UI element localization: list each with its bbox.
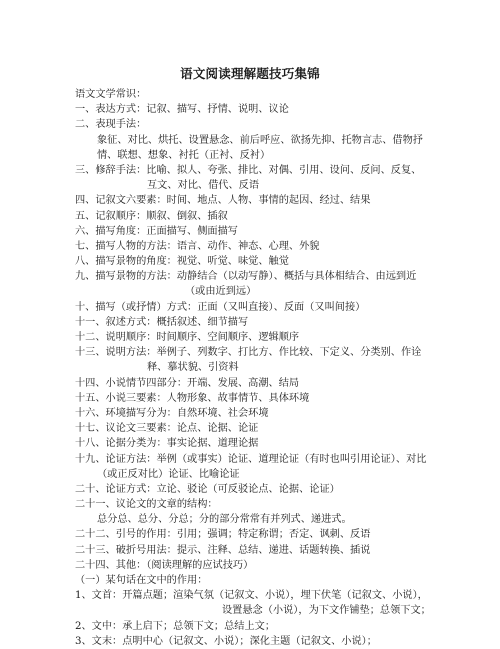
document-body [75,87,495,649]
text-line: 十四、小说情节四部分：开端、发展、高潮、结局 [75,377,300,389]
text-line: （或正反对比）论证、比喻论证 [97,468,240,480]
text-line: 总分总、总分、分总；分的部分常常有并列式、递进式。 [97,514,352,526]
text-line: 互文、对比、借代、反语 [147,180,260,192]
text-line: 2、文中：承上启下；总领下文；总结上文； [75,620,276,632]
text-line: 二十四、其他：（阅读理解的应试技巧） [75,559,254,571]
text-line: 十二、说明顺序：时间顺序、空间顺序、逻辑顺序 [75,332,300,343]
text-line: 设置悬念（小说），为下文作铺垫；总领下文； [222,605,431,617]
text-line: 象征、对比、烘托、设置悬念、前后呼应、欲扬先抑、托物言志、借物抒 [97,134,423,146]
text-line: 语文文学常识： [75,89,147,100]
text-line: 十七、议论文三要素：论点、论据、论证 [75,423,259,435]
text-line: 一、表达方式：记叙、描写、抒情、说明、议论 [75,104,289,116]
text-line: 四、记叙文六要素：时间、地点、人物、事情的起因、经过、结果 [75,195,371,207]
document-title: 语文阅读理解题技巧集锦 [180,66,320,81]
text-line: （一）某句话在文中的作用： [75,575,208,586]
text-line: 七、描写人物的方法：语言、动作、神态、心理、外貌 [75,240,320,252]
text-line: 二、表现手法： [75,119,147,131]
text-line: 二十三、破折号用法：提示、注释、总结、递进、话题转换、插说 [75,544,371,556]
text-line: 十一、叙述方式：概括叙述、细节描写 [75,316,249,328]
text-line: 十三、说明方法：举例子、列数字、打比方、作比较、下定义、分类别、作诠 [75,347,422,359]
text-line: 五、记叙顺序：顺叙、倒叙、插叙 [75,210,228,222]
text-line: 三、修辞手法：比喻、拟人、夸张、排比、对偶、引用、设问、反问、反复、 [75,164,422,176]
text-line: 3、文末：点明中心（记叙文、小说）；深化主题（记叙文、小说）； [75,635,377,647]
text-line: 释、摹状貌、引资料 [147,362,239,374]
text-line: 1、文首：开篇点题；渲染气氛（记叙文、小说），埋下伏笔（记叙文、小说）， [75,590,428,602]
text-line: 十六、环境描写分为：自然环境、社会环境 [75,407,269,419]
text-line: 二十二、引号的作用：引用；强调；特定称谓；否定、讽刺、反语 [75,529,371,541]
text-line: 十五、小说三要素：人物形象、故事情节、具体环境 [75,392,310,404]
text-line: 十九、论证方法：举例（或事实）论证、道理论证（有时也叫引用论证）、对比 [75,453,427,465]
text-line: 情、联想、想象、衬托（正衬、反衬） [97,149,271,161]
text-line: 二十、论证方式：立论、驳论（可反驳论点、论据、论证） [75,483,340,495]
text-line: 八、描写景物的角度：视觉、听觉、味觉、触觉 [75,256,289,268]
text-line: 九、描写景物的方法：动静结合（以动写静）、概括与具体相结合、由远到近 [75,271,417,283]
text-line: 十、描写（或抒情）方式：正面（又叫直接）、反面（又叫间接） [75,301,366,313]
text-line: （或由近到远） [185,286,257,298]
text-line: 六、描写角度：正面描写、侧面描写 [75,225,238,237]
text-line: 十八、论据分类为：事实论据、道理论据 [75,438,259,450]
text-line: 二十一、议论文的文章的结构： [75,499,218,511]
